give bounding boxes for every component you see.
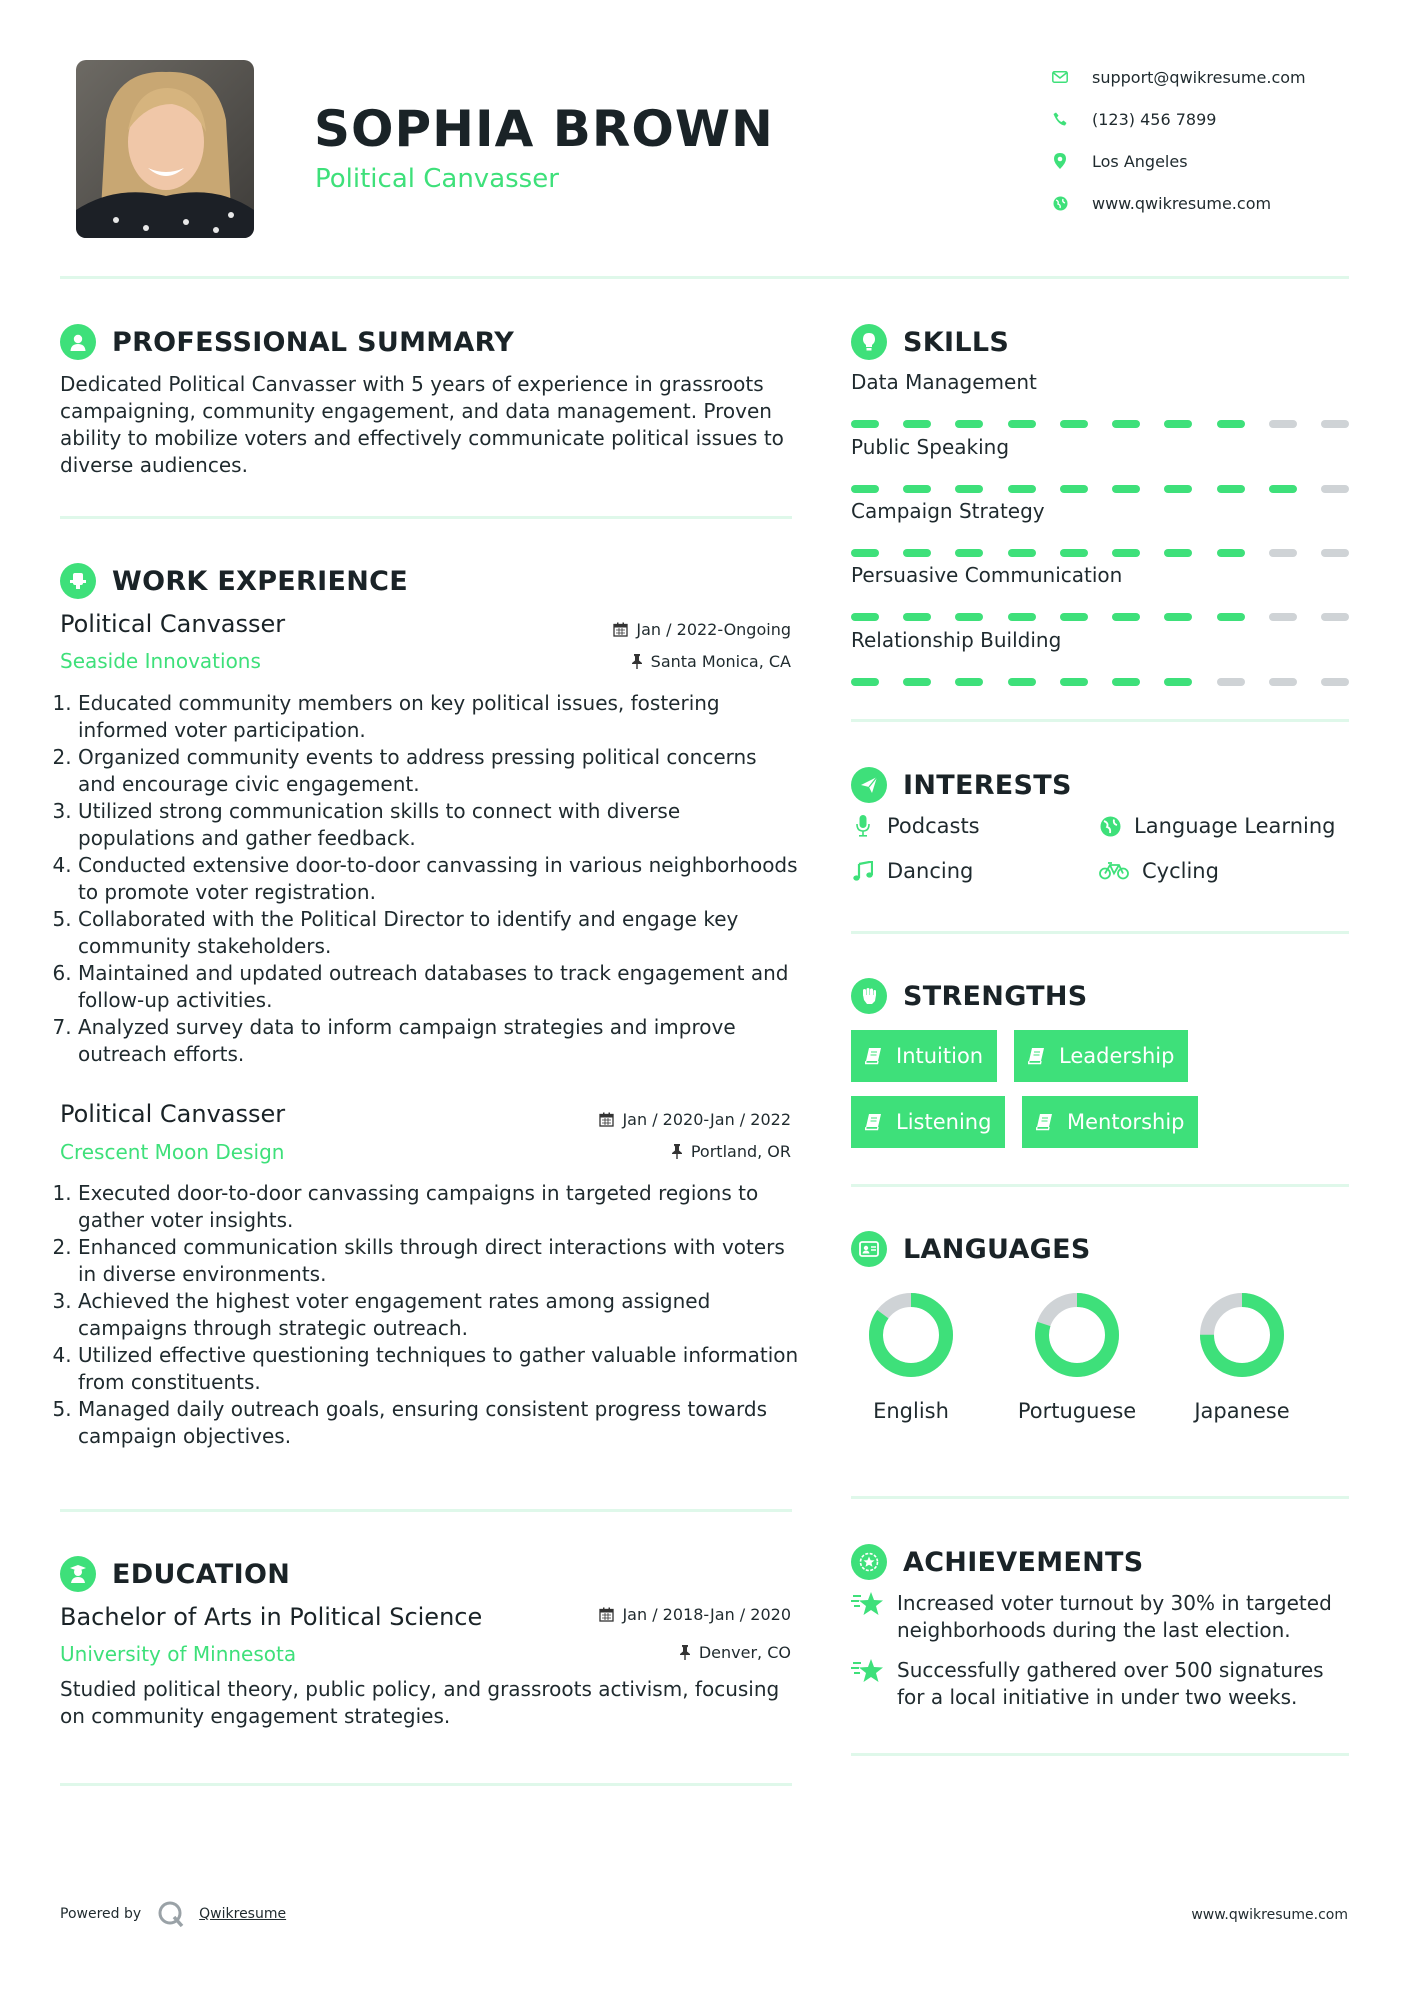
languages-title: LANGUAGES — [903, 1233, 1091, 1265]
map-pin-icon — [1050, 151, 1070, 171]
achievement-item — [851, 1590, 1349, 1644]
skill-name: Data Management — [851, 370, 1037, 394]
contact-phone[interactable] — [1050, 98, 1306, 140]
job-2-location-text: Portland, OR — [690, 1142, 791, 1161]
education-location — [679, 1643, 791, 1662]
badge-star-icon — [851, 1544, 887, 1580]
skill-dot-filled — [1269, 485, 1297, 493]
skill-dot-filled — [955, 678, 983, 686]
job-1-title: Political Canvasser — [60, 610, 286, 638]
pushpin-icon — [679, 1645, 691, 1660]
job-1-company: Seaside Innovations — [60, 649, 261, 673]
skill-dot-filled — [903, 420, 931, 428]
skill-dot-filled — [1164, 678, 1192, 686]
summary-text: Dedicated Political Canvasser with 5 years of experience in grassroots campaigning, community engagement, and data management. Proven ability to mobilize voters and effectively communicate political issues to diverse audiences. — [60, 372, 784, 477]
skill-dot-filled — [1112, 613, 1140, 621]
education-title: EDUCATION — [112, 1558, 291, 1590]
contact-location-text: Los Angeles — [1092, 151, 1188, 171]
interests-heading — [851, 767, 1072, 803]
skill-dot-filled — [851, 549, 879, 557]
job-2-company: Crescent Moon Design — [60, 1140, 285, 1164]
list-item: 2. Enhanced communication skills through direct interactions with voters in diverse environments. — [78, 1234, 800, 1288]
skill-rating — [851, 420, 1349, 428]
skill-item — [851, 499, 1349, 557]
pushpin-icon — [631, 654, 643, 669]
skill-dot-filled — [903, 613, 931, 621]
strength-tag — [851, 1096, 1005, 1148]
list-item: 3. Utilized strong communication skills to connect with diverse populations and gather feedback. — [78, 798, 800, 852]
skill-item — [851, 628, 1349, 686]
job-1-location-text: Santa Monica, CA — [650, 652, 791, 671]
pushpin-icon — [671, 1144, 683, 1159]
strength-tag — [1014, 1030, 1188, 1082]
skill-dot-empty — [1269, 549, 1297, 557]
strengths-heading — [851, 978, 1088, 1014]
qwikresume-link[interactable]: Qwikresume — [199, 1906, 287, 1922]
list-item: 4. Conducted extensive door-to-door canvassing in various neighborhoods to promote voter registration. — [78, 852, 800, 906]
strength-tag — [1022, 1096, 1198, 1148]
skill-dot-empty — [1321, 549, 1349, 557]
skill-rating — [851, 678, 1349, 686]
skill-dot-filled — [1008, 613, 1036, 621]
contact-location — [1050, 140, 1306, 182]
job-2-date-text: Jan / 2020-Jan / 2022 — [622, 1110, 791, 1129]
skill-dot-filled — [1060, 485, 1088, 493]
skill-dot-filled — [1060, 613, 1088, 621]
interest-language-learning — [1098, 814, 1335, 838]
footer-site[interactable]: www.qwikresume.com — [1191, 1907, 1348, 1923]
skill-name: Relationship Building — [851, 628, 1062, 652]
list-item: 5. Collaborated with the Political Director to identify and engage key community stakeholders. — [78, 906, 800, 960]
skill-dot-empty — [1269, 613, 1297, 621]
skill-dot-filled — [1060, 678, 1088, 686]
skill-dot-empty — [1269, 678, 1297, 686]
language-item — [1007, 1290, 1147, 1425]
calendar-icon — [599, 1607, 614, 1622]
language-item — [841, 1290, 981, 1425]
skill-dot-filled — [1060, 549, 1088, 557]
skill-dot-empty — [1321, 613, 1349, 621]
education-degree: Bachelor of Arts in Political Science — [60, 1603, 483, 1631]
skill-dot-filled — [1164, 613, 1192, 621]
achievements-heading — [851, 1544, 1144, 1580]
interests-title: INTERESTS — [903, 769, 1072, 801]
job-2-title: Political Canvasser — [60, 1100, 286, 1128]
skill-dot-filled — [903, 678, 931, 686]
work-title: WORK EXPERIENCE — [112, 565, 408, 597]
skill-dot-empty — [1217, 678, 1245, 686]
job-1-bullets — [60, 690, 800, 1068]
skill-dot-filled — [903, 549, 931, 557]
user-icon — [60, 324, 96, 360]
interests-divider — [851, 931, 1349, 934]
achievements-divider — [851, 1753, 1349, 1756]
skill-dot-filled — [1217, 485, 1245, 493]
skill-name: Public Speaking — [851, 435, 1010, 459]
phone-icon — [1050, 109, 1070, 129]
microphone-icon — [851, 814, 875, 838]
footer-powered-by — [60, 1900, 286, 1928]
graduate-icon — [60, 1556, 96, 1592]
calendar-icon — [599, 1112, 614, 1127]
work-divider — [60, 1509, 792, 1512]
skill-dot-filled — [955, 549, 983, 557]
education-divider — [60, 1783, 792, 1786]
skill-dot-filled — [1112, 678, 1140, 686]
envelope-icon — [1050, 67, 1070, 87]
skill-dot-empty — [1321, 420, 1349, 428]
skill-item — [851, 563, 1349, 621]
contact-website[interactable] — [1050, 182, 1306, 224]
job-2-location — [671, 1142, 791, 1161]
interest-label: Dancing — [887, 859, 974, 883]
skill-dot-empty — [1321, 678, 1349, 686]
lightbulb-icon — [851, 324, 887, 360]
list-item: 1. Educated community members on key political issues, fostering informed voter participation. — [78, 690, 800, 744]
skill-item — [851, 370, 1349, 428]
book-icon — [865, 1047, 882, 1065]
job-1-location — [631, 652, 791, 671]
job-2-bullets — [60, 1180, 800, 1450]
skills-divider — [851, 719, 1349, 722]
skill-dot-filled — [1008, 549, 1036, 557]
skill-name: Persuasive Communication — [851, 563, 1123, 587]
list-item: 4. Utilized effective questioning techniques to gather valuable information from constituents. — [78, 1342, 800, 1396]
skill-dot-filled — [1217, 613, 1245, 621]
interest-cycling — [1098, 859, 1219, 883]
skill-dot-filled — [903, 485, 931, 493]
globe-icon — [1098, 814, 1122, 838]
paper-plane-icon — [851, 767, 887, 803]
raised-fist-icon — [851, 978, 887, 1014]
achievements-title: ACHIEVEMENTS — [903, 1546, 1144, 1578]
strengths-title: STRENGTHS — [903, 980, 1088, 1012]
education-heading — [60, 1556, 290, 1592]
header-divider — [60, 276, 1349, 279]
education-date-text: Jan / 2018-Jan / 2020 — [622, 1605, 791, 1624]
strength-tag — [851, 1030, 997, 1082]
achievement-text: Successfully gathered over 500 signatures for a local initiative in under two weeks. — [897, 1658, 1324, 1709]
music-note-icon — [851, 859, 875, 883]
list-item: 3. Achieved the highest voter engagement rates among assigned campaigns through strategic outreach. — [78, 1288, 800, 1342]
language-donut — [866, 1290, 956, 1380]
star-icon — [851, 1657, 885, 1687]
skill-dot-filled — [1217, 420, 1245, 428]
skill-dot-filled — [1164, 549, 1192, 557]
language-name: Japanese — [1194, 1399, 1290, 1423]
candidate-role: Political Canvasser — [315, 164, 559, 194]
id-card-icon — [851, 1231, 887, 1267]
skill-dot-filled — [955, 420, 983, 428]
achievement-item — [851, 1657, 1349, 1711]
powered-by-text: Powered by — [60, 1906, 142, 1922]
job-2-date — [599, 1110, 791, 1129]
book-icon — [1028, 1047, 1045, 1065]
education-location-text: Denver, CO — [698, 1643, 791, 1662]
skill-rating — [851, 485, 1349, 493]
calendar-icon — [613, 622, 628, 637]
interest-podcasts — [851, 814, 980, 838]
interest-dancing — [851, 859, 973, 883]
contact-phone-text: (123) 456 7899 — [1092, 109, 1217, 129]
achievement-text: Increased voter turnout by 30% in targeted neighborhoods during the last election. — [897, 1591, 1332, 1642]
work-heading — [60, 563, 408, 599]
language-item — [1172, 1290, 1312, 1425]
avatar — [76, 60, 254, 238]
skills-heading — [851, 324, 1009, 360]
briefcase-icon — [60, 563, 96, 599]
language-donut — [1197, 1290, 1287, 1380]
skill-dot-filled — [1217, 549, 1245, 557]
contact-website-text: www.qwikresume.com — [1092, 193, 1272, 213]
skill-dot-filled — [955, 613, 983, 621]
contact-email-text: support@qwikresume.com — [1092, 67, 1306, 87]
contact-email[interactable] — [1050, 56, 1306, 98]
list-item: 1. Executed door-to-door canvassing campaigns in targeted regions to gather voter insights. — [78, 1180, 800, 1234]
skill-dot-filled — [851, 613, 879, 621]
globe-icon — [1050, 193, 1070, 213]
skill-item — [851, 435, 1349, 493]
skill-dot-filled — [1112, 549, 1140, 557]
skill-rating — [851, 549, 1349, 557]
education-date — [599, 1605, 791, 1624]
list-item: 6. Maintained and updated outreach databases to track engagement and follow-up activities. — [78, 960, 800, 1014]
profile-photo — [76, 60, 254, 238]
qwikresume-logo-icon — [157, 1900, 185, 1928]
language-name: Portuguese — [1017, 1399, 1137, 1423]
languages-divider — [851, 1496, 1349, 1499]
interest-label: Cycling — [1142, 859, 1219, 883]
education-text: Studied political theory, public policy, and grassroots activism, focusing on community engagement strategies. — [60, 1677, 780, 1728]
contact-list — [1050, 56, 1306, 224]
skill-dot-empty — [1321, 485, 1349, 493]
skill-dot-filled — [1060, 420, 1088, 428]
skill-dot-filled — [851, 420, 879, 428]
list-item: 5. Managed daily outreach goals, ensuring consistent progress towards campaign objectives. — [78, 1396, 800, 1450]
candidate-name: SOPHIA BROWN — [314, 100, 774, 158]
list-item: 7. Analyzed survey data to inform campaign strategies and improve outreach efforts. — [78, 1014, 800, 1068]
skill-dot-filled — [851, 485, 879, 493]
skill-dot-filled — [1112, 485, 1140, 493]
strength-label: Intuition — [896, 1044, 984, 1068]
summary-heading — [60, 324, 514, 360]
bicycle-icon — [1098, 859, 1130, 883]
skill-dot-filled — [955, 485, 983, 493]
education-school: University of Minnesota — [60, 1642, 297, 1666]
skill-dot-filled — [1008, 420, 1036, 428]
skill-dot-empty — [1269, 420, 1297, 428]
book-icon — [1036, 1113, 1053, 1131]
language-donut — [1032, 1290, 1122, 1380]
job-1-date-text: Jan / 2022-Ongoing — [636, 620, 791, 639]
languages-heading — [851, 1231, 1091, 1267]
skill-name: Campaign Strategy — [851, 499, 1045, 523]
skill-rating — [851, 613, 1349, 621]
interest-label: Podcasts — [887, 814, 980, 838]
skill-dot-filled — [851, 678, 879, 686]
skill-dot-filled — [1164, 485, 1192, 493]
interest-label: Language Learning — [1134, 814, 1336, 838]
skill-dot-filled — [1008, 678, 1036, 686]
summary-title: PROFESSIONAL SUMMARY — [112, 326, 515, 358]
summary-divider — [60, 516, 792, 519]
strength-label: Listening — [896, 1110, 992, 1134]
book-icon — [865, 1113, 882, 1131]
skill-dot-filled — [1164, 420, 1192, 428]
strengths-divider — [851, 1184, 1349, 1187]
star-icon — [851, 1590, 885, 1620]
job-1-date — [613, 620, 791, 639]
list-item: 2. Organized community events to address pressing political concerns and encourage civic engagement. — [78, 744, 800, 798]
skill-dot-filled — [1112, 420, 1140, 428]
skills-title: SKILLS — [903, 326, 1010, 358]
skill-dot-filled — [1008, 485, 1036, 493]
language-name: English — [873, 1399, 949, 1423]
strength-label: Mentorship — [1067, 1110, 1185, 1134]
strength-label: Leadership — [1059, 1044, 1175, 1068]
